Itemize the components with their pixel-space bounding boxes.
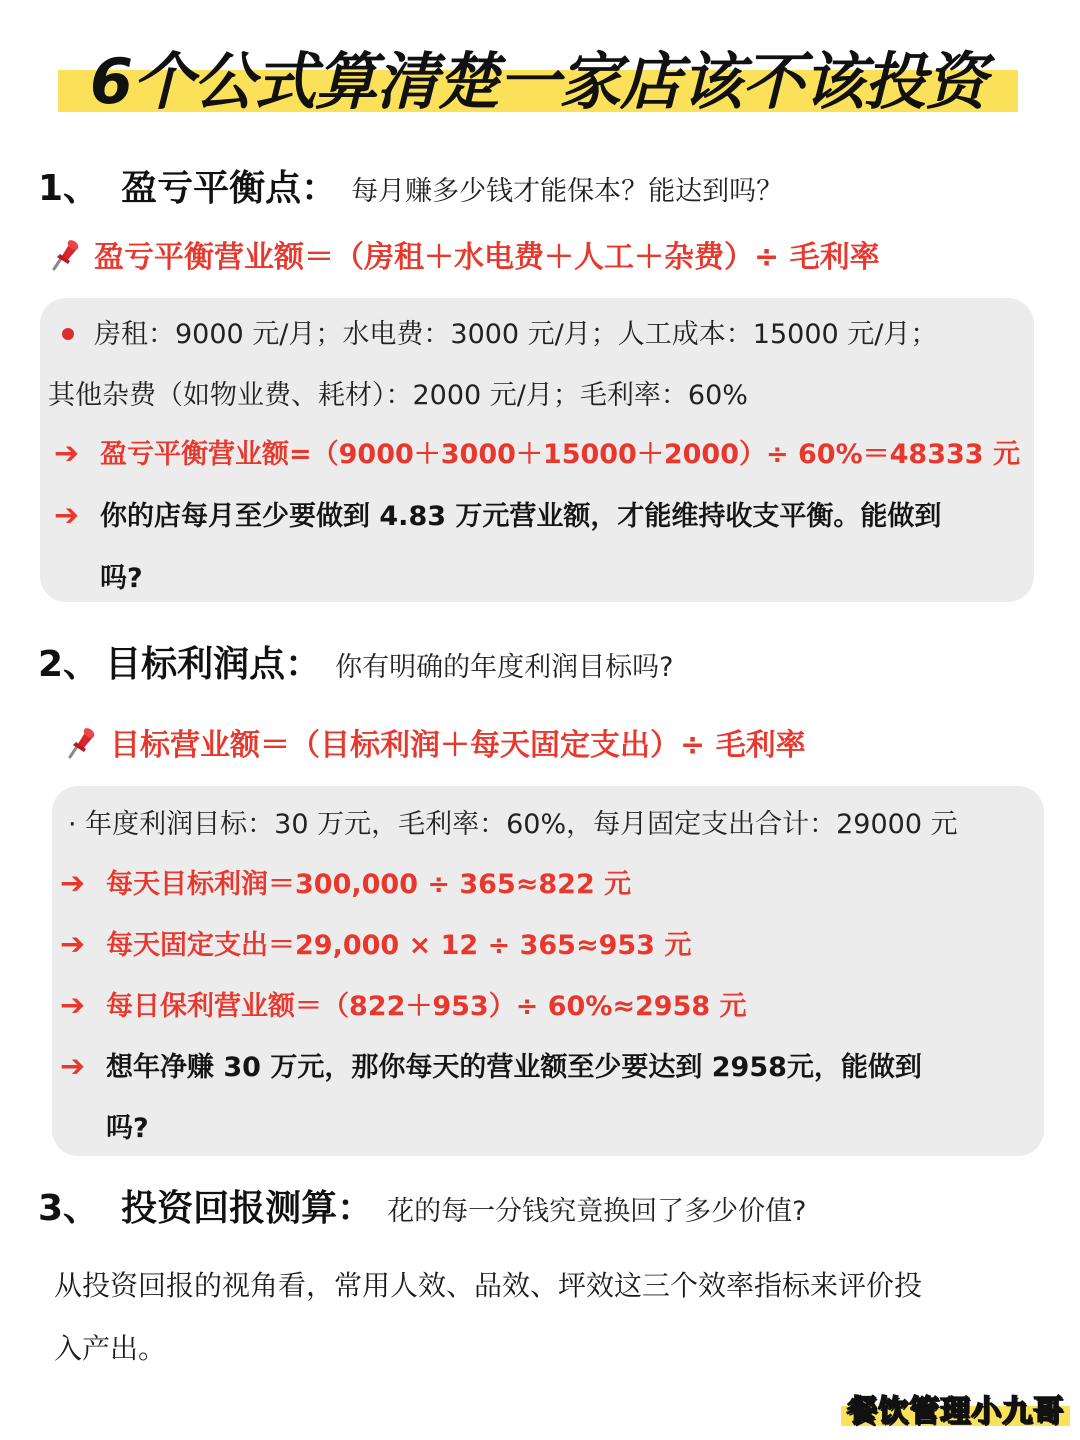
right-arrow-icon: ➔ bbox=[60, 988, 86, 1023]
section1-conclusion-text: 你的店每月至少要做到 4.83 万元营业额，才能维持收支平衡。能做到 bbox=[100, 501, 942, 532]
section2-formula-text: 目标营业额＝（目标利润＋每天固定支出）÷ 毛利率 bbox=[110, 728, 806, 763]
section1-calc-text: 盈亏平衡营业额=（9000＋3000＋15000＋2000）÷ 60%＝48333 元 bbox=[100, 439, 1020, 470]
section3-heading bbox=[38, 1180, 806, 1231]
right-arrow-icon: ➔ bbox=[60, 866, 86, 901]
section2-card-calc1 bbox=[60, 862, 631, 901]
section3-number: 3、 bbox=[38, 1188, 100, 1229]
section3-body-line2: 入产出。 bbox=[54, 1332, 167, 1365]
section2-card bbox=[52, 786, 1044, 1156]
section1-card-calc bbox=[54, 432, 1020, 471]
section1-formula-text: 盈亏平衡营业额＝（房租＋水电费＋人工＋杂费）÷ 毛利率 bbox=[94, 240, 880, 275]
pushpin-icon bbox=[46, 237, 80, 273]
red-dot-icon bbox=[62, 328, 74, 340]
right-arrow-icon: ➔ bbox=[60, 927, 86, 962]
section3-subtitle: 花的每一分钱究竟换回了多少价值? bbox=[387, 1196, 807, 1227]
pushpin-icon bbox=[62, 725, 96, 761]
section3-body-line1: 从投资回报的视角看，常用人效、品效、坪效这三个效率指标来评价投 bbox=[54, 1269, 923, 1302]
brand-watermark bbox=[841, 1386, 1070, 1429]
section2-card-calc2 bbox=[60, 923, 691, 962]
section2-subtitle: 你有明确的年度利润目标吗? bbox=[335, 652, 674, 683]
section2-calc3-text: 每日保利营业额＝（822＋953）÷ 60%≈2958 元 bbox=[106, 991, 747, 1022]
section1-formula bbox=[46, 232, 880, 277]
section1-card-line1 bbox=[44, 312, 937, 351]
section2-calc1-text: 每天目标利润＝300,000 ÷ 365≈822 元 bbox=[106, 869, 632, 900]
section2-calc2-text: 每天固定支出＝29,000 × 12 ÷ 365≈953 元 bbox=[106, 930, 692, 961]
section2-heading bbox=[38, 636, 673, 687]
section3-title: 投资回报测算： bbox=[121, 1188, 374, 1229]
page-title: 6个公式算清楚一家店该不该投资 bbox=[89, 45, 987, 118]
right-arrow-icon: ➔ bbox=[60, 1049, 86, 1084]
section1-card-conclusion bbox=[54, 494, 941, 533]
section2-number: 2、 bbox=[38, 644, 100, 685]
right-arrow-icon: ➔ bbox=[54, 498, 80, 533]
section2-title: 目标利润点： bbox=[105, 644, 322, 685]
section1-subtitle: 每月赚多少钱才能保本？能达到吗？ bbox=[351, 176, 784, 207]
section1-title: 盈亏平衡点： bbox=[121, 168, 338, 209]
section1-number: 1、 bbox=[38, 168, 100, 209]
section2-formula bbox=[62, 720, 806, 765]
section1-heading bbox=[38, 160, 783, 211]
right-arrow-icon: ➔ bbox=[54, 436, 80, 471]
section2-conclusion-wrap: 吗? bbox=[106, 1113, 149, 1144]
section2-card-calc3 bbox=[60, 984, 747, 1023]
section1-conclusion-wrap: 吗? bbox=[100, 563, 143, 594]
section2-card-line1: · 年度利润目标：30 万元，毛利率：60%，每月固定支出合计：29000 元 bbox=[68, 809, 958, 840]
section1-card-line1-text: 房租：9000 元/月；水电费：3000 元/月；人工成本：15000 元/月； bbox=[94, 319, 938, 350]
title-area bbox=[58, 28, 1018, 118]
section2-conclusion-text: 想年净赚 30 万元，那你每天的营业额至少要达到 2958元，能做到 bbox=[106, 1052, 922, 1083]
section2-card-conclusion bbox=[60, 1045, 922, 1084]
section1-card-line2: 其他杂费（如物业费、耗材）：2000 元/月；毛利率：60% bbox=[48, 380, 748, 411]
brand-text: 餐饮管理小九哥 bbox=[847, 1394, 1064, 1429]
